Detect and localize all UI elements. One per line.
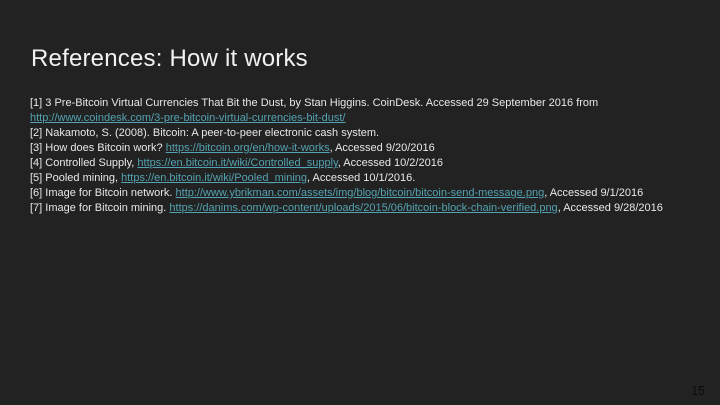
reference-text: , Accessed 9/20/2016 [329,142,435,154]
reference-text: [2] Nakamoto, S. (2008). Bitcoin: A peer-to-peer electronic cash system. [30,127,380,139]
reference-link[interactable]: http://www.coindesk.com/3-pre-bitcoin-virtual-currencies-bit-dust/ [30,112,346,124]
reference-item [30,201,678,216]
reference-link[interactable]: https://danims.com/wp-content/uploads/2015/06/bitcoin-block-chain-verified.png [169,202,558,214]
reference-text: [5] Pooled mining, [30,172,122,184]
references-list [30,96,678,216]
reference-text: , Accessed 10/2/2016 [337,157,443,169]
reference-text: [1] 3 Pre-Bitcoin Virtual Currencies That Bit the Dust, by Stan Higgins. CoinDesk. Accessed 29 September 2016 from [30,97,599,109]
reference-text: [7] Image for Bitcoin mining. [30,202,170,214]
reference-text: , Accessed 9/1/2016 [544,187,644,199]
reference-item [30,186,678,201]
reference-text: [6] Image for Bitcoin network. [30,187,176,199]
reference-item [30,156,678,171]
reference-link[interactable]: https://en.bitcoin.it/wiki/Controlled_supply [137,157,338,169]
page-number: 15 [691,384,705,398]
reference-link[interactable]: https://en.bitcoin.it/wiki/Pooled_mining [121,172,308,184]
reference-text: , Accessed 9/28/2016 [557,202,663,214]
reference-item [30,96,678,126]
reference-text: , Accessed 10/1/2016. [307,172,416,184]
reference-text: [4] Controlled Supply, [30,157,138,169]
reference-item [30,126,678,141]
reference-link[interactable]: http://www.ybrikman.com/assets/img/blog/bitcoin/bitcoin-send-message.png [175,187,545,199]
reference-link[interactable]: https://bitcoin.org/en/how-it-works [165,142,330,154]
reference-item [30,141,678,156]
reference-text: [3] How does Bitcoin work? [30,142,166,154]
slide-title: References: How it works [31,45,308,72]
reference-item [30,171,678,186]
